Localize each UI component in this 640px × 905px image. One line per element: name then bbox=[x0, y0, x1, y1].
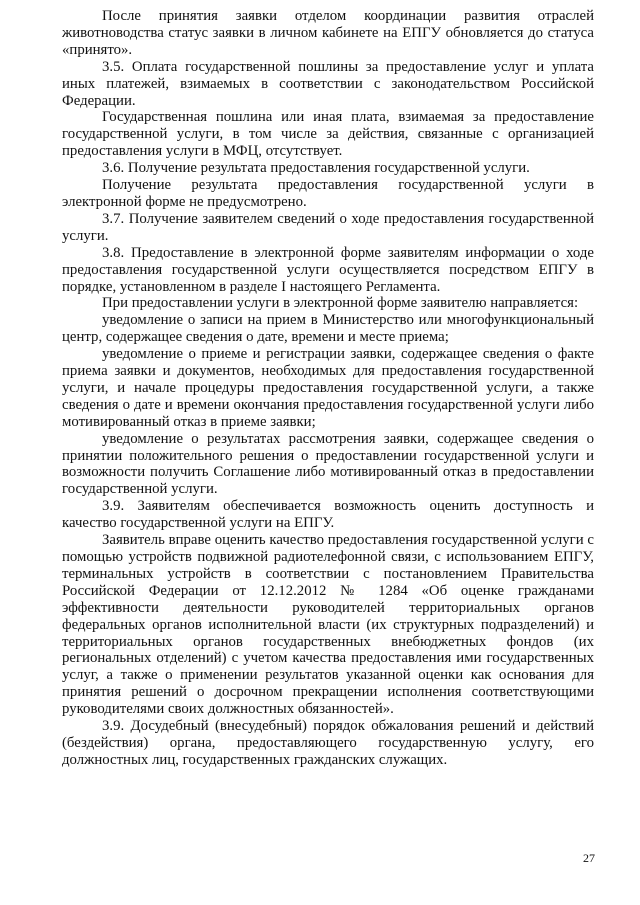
paragraph-3-6-heading: 3.6. Получение результата предоставления государственной услуги. bbox=[102, 160, 530, 177]
document-page bbox=[62, 8, 594, 769]
paragraph-notification-appointment: уведомление о записи на прием в Министерство или многофункциональный центр, содержащее сведения о дате, времени и месте приема; bbox=[62, 312, 594, 346]
paragraph-notification-registration: уведомление о приеме и регистрации заявки, содержащее сведения о факте приема заявки и документов, необходимых для предоставления государственной услуги, и начале процедуры предоставления государственной услуги, а также сведения о дате и времени окончания предоставления государственной услуги либо мотивированный отказ в приеме заявки; bbox=[62, 346, 594, 430]
paragraph-fee-absent: Государственная пошлина или иная плата, взимаемая за предоставление государственной услуги, в том числе за действия, связанные с организацией предоставления услуги в МФЦ, отсутствует. bbox=[62, 109, 594, 160]
paragraph-3-9-appeal: 3.9. Досудебный (внесудебный) порядок обжалования решений и действий (бездействия) органа, предоставляющего государственную услугу, его должностных лиц, государственных гражданских служащих. bbox=[62, 718, 594, 768]
paragraph-notifications-intro: При предоставлении услуги в электронной форме заявителю направляется: bbox=[102, 295, 579, 312]
paragraph-result-not-provided: Получение результата предоставления государственной услуги в электронной форме не предусмотрено. bbox=[62, 177, 594, 210]
paragraph-3-7-heading: 3.7. Получение заявителем сведений о ходе предоставления государственной услуги. bbox=[62, 210, 594, 244]
paragraph-status-update: После принятия заявки отделом координации развития отраслей животноводства статус заявки в личном кабинете на ЕПГУ обновляется до статуса «принято». bbox=[62, 8, 594, 58]
paragraph-3-9-quality: 3.9. Заявителям обеспечивается возможность оценить доступность и качество государственной услуги на ЕПГУ. bbox=[62, 498, 594, 532]
paragraph-3-5-heading: 3.5. Оплата государственной пошлины за предоставление услуг и уплата иных платежей, взимаемых в соответствии с законодательством Российской Федерации. bbox=[62, 58, 594, 109]
paragraph-quality-assessment: Заявитель вправе оценить качество предоставления государственной услуги с помощью устройств подвижной радиотелефонной связи, с использованием ЕПГУ, терминальных устройств в соответствии с постановлением Правительства Российской Федерации от 12.12.2012 № 1284 «Об оценке гражданами эффективности деятельности руководителей территориальных органов федеральных органов исполнительной власти (их структурных подразделений) и территориальных органов государственных внебюджетных фондов (их региональных отделений) с учетом качества предоставления ими государственных услуг, а также о применении результатов указанной оценки как основания для принятия решений о досрочном прекращении исполнения соответствующими руководителями своих должностных обязанностей». bbox=[62, 532, 594, 718]
paragraph-3-8-heading: 3.8. Предоставление в электронной форме заявителям информации о ходе предоставления государственной услуги осуществляется посредством ЕПГУ в порядке, установленном в разделе I настоящего Регламента. bbox=[62, 244, 594, 295]
page-number: 27 bbox=[583, 851, 595, 865]
paragraph-notification-results: уведомление о результатах рассмотрения заявки, содержащее сведения о принятии положительного решения о предоставлении государственной услуги и возможности получить Соглашение либо мотивированный отказ в предоставлении государственной услуги. bbox=[62, 430, 594, 498]
